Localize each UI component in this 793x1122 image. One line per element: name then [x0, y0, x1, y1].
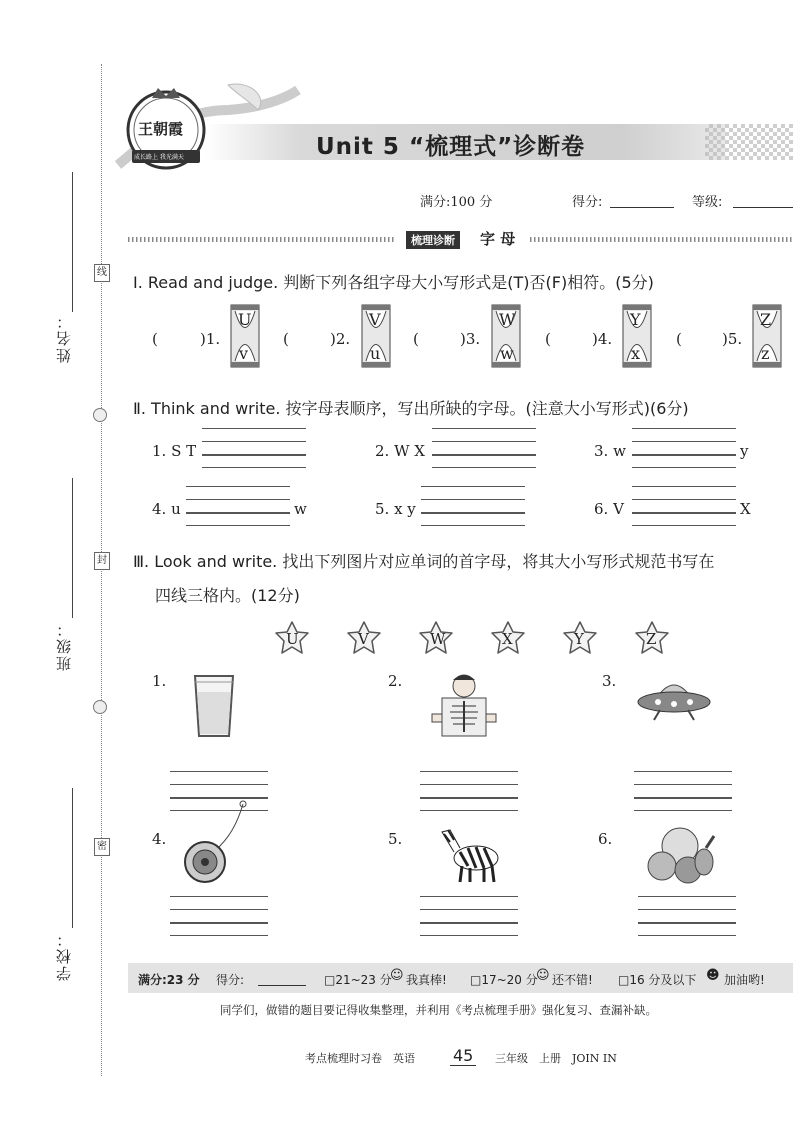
option-21-23[interactable]: □21~23 分	[324, 973, 392, 987]
option-16-below-text: 加油哟!	[724, 973, 765, 987]
score-field[interactable]	[610, 192, 674, 208]
option-17-20[interactable]: □17~20 分	[470, 973, 538, 987]
logo-tagline: 成长路上 我光满天	[134, 154, 184, 161]
ufo-picture	[636, 674, 712, 724]
q3-answer-lines[interactable]	[420, 896, 518, 936]
q2-item-prefix: 6. V	[594, 500, 624, 518]
q2-item-prefix: 3. w	[594, 442, 626, 460]
page-footer-left: 考点梳理时习卷 英语	[305, 1052, 415, 1065]
q3-item-number: 2.	[388, 672, 403, 690]
school-label: 学校：	[55, 930, 73, 981]
page-footer-right: 三年级 上册 JOIN IN	[495, 1052, 617, 1065]
q2-answer-lines[interactable]	[186, 486, 290, 526]
q3-heading-line1: Ⅲ. Look and write. 找出下列图片对应单词的首字母，将其大小写形式规范书写在	[133, 552, 715, 571]
answer-paren[interactable]: (	[413, 330, 419, 348]
q3-answer-lines[interactable]	[634, 771, 732, 811]
lower-letter: v	[239, 344, 249, 363]
glass-picture	[192, 672, 236, 740]
q2-item-prefix: 5. x y	[375, 500, 416, 518]
q1-item-number: )5.	[722, 330, 743, 348]
vegetables-picture	[640, 822, 720, 888]
q1-heading: Ⅰ. Read and judge. 判断下列各组字母大小写形式是(T)否(F)相符。(5分)	[133, 273, 654, 292]
checker-pattern	[705, 124, 793, 160]
star-letter-text: Z	[646, 630, 657, 648]
upper-letter: W	[499, 310, 516, 329]
q3-item-number: 3.	[602, 672, 617, 690]
q2-item-prefix: 1. S T	[152, 442, 197, 460]
q2-answer-lines[interactable]	[202, 428, 306, 468]
binding-hole-1	[93, 408, 107, 422]
q2-item-prefix: 2. W X	[375, 442, 425, 460]
q3-item-number: 4.	[152, 830, 167, 848]
option-21-23-text: 我真棒!	[406, 973, 447, 987]
star-letter-text: V	[358, 630, 369, 648]
q3-heading-line2: 四线三格内。(12分)	[155, 586, 300, 605]
footer-score-field[interactable]	[258, 971, 306, 986]
x-ray-picture	[430, 670, 498, 740]
lower-letter: z	[761, 344, 770, 363]
grade-field[interactable]	[733, 192, 793, 208]
upper-letter: Z	[760, 310, 772, 329]
q2-item-suffix: X	[740, 500, 751, 518]
q3-item-number: 1.	[152, 672, 167, 690]
q2-item-prefix: 4. u	[152, 500, 181, 518]
q3-item-number: 5.	[388, 830, 403, 848]
score-label: 得分:	[572, 195, 603, 210]
binding-dotted-line	[101, 64, 102, 1076]
class-label: 班级：	[55, 620, 73, 671]
footer-full-score: 满分:23 分	[138, 973, 200, 987]
q3-answer-lines[interactable]	[420, 771, 518, 811]
q2-item-suffix: w	[294, 500, 307, 518]
school-field[interactable]	[72, 788, 73, 928]
upper-letter: U	[238, 310, 252, 329]
seal-char-xian: 线	[94, 264, 110, 282]
q2-answer-lines[interactable]	[421, 486, 525, 526]
star-letter-text: U	[286, 630, 299, 648]
smile-icon: ☺	[536, 968, 550, 983]
yo-yo-picture	[183, 798, 253, 888]
section-tag: 梳理诊断	[406, 231, 460, 249]
lower-letter: w	[500, 344, 514, 363]
logo-text: 王朝霞	[138, 120, 184, 138]
page-number: 45	[450, 1046, 476, 1066]
full-score: 满分:100 分	[420, 195, 493, 210]
option-17-20-text: 还不错!	[552, 973, 593, 987]
seal-char-feng: 封	[94, 552, 110, 570]
q3-answer-lines[interactable]	[170, 896, 268, 936]
q1-item-number: )1.	[200, 330, 221, 348]
option-16-below[interactable]: □16 分及以下	[618, 973, 697, 987]
q1-item-number: )2.	[330, 330, 351, 348]
lower-letter: u	[370, 344, 381, 363]
footer-score-label: 得分:	[216, 973, 245, 987]
name-label: 姓名：	[55, 312, 73, 363]
q2-answer-lines[interactable]	[432, 428, 536, 468]
q2-item-suffix: y	[740, 442, 749, 460]
q2-heading: Ⅱ. Think and write. 按字母表顺序，写出所缺的字母。(注意大小写形式)(6分)	[133, 399, 689, 418]
answer-paren[interactable]: (	[152, 330, 158, 348]
q2-answer-lines[interactable]	[632, 428, 736, 468]
q1-item-number: )4.	[592, 330, 613, 348]
name-field[interactable]	[72, 172, 73, 312]
star-letter-text: X	[502, 630, 513, 648]
review-note: 同学们，做错的题目要记得收集整理，并利用《考点梳理手册》强化复习、查漏补缺。	[220, 1003, 657, 1017]
page-title: Unit 5 “梳理式”诊断卷	[316, 134, 586, 160]
seal-char-mi: 密	[94, 838, 110, 856]
binding-hole-2	[93, 700, 107, 714]
star-letter-text: W	[430, 630, 446, 648]
lower-letter: x	[631, 344, 641, 363]
answer-paren[interactable]: (	[283, 330, 289, 348]
section-header	[128, 231, 793, 247]
star-letter-text: Y	[574, 630, 584, 648]
zebra-picture	[438, 822, 504, 886]
answer-paren[interactable]: (	[545, 330, 551, 348]
smile-icon: ☺	[390, 968, 404, 983]
cheer-icon: ☻	[706, 968, 720, 983]
q1-item-number: )3.	[460, 330, 481, 348]
q2-answer-lines[interactable]	[632, 486, 736, 526]
q3-answer-lines[interactable]	[638, 896, 736, 936]
grade-label: 等级:	[692, 195, 723, 210]
upper-letter: V	[369, 310, 381, 329]
answer-paren[interactable]: (	[676, 330, 682, 348]
q3-item-number: 6.	[598, 830, 613, 848]
section-name: 字 母	[480, 230, 516, 248]
class-field[interactable]	[72, 478, 73, 618]
upper-letter: Y	[630, 310, 641, 329]
self-evaluation-bar	[128, 963, 793, 993]
